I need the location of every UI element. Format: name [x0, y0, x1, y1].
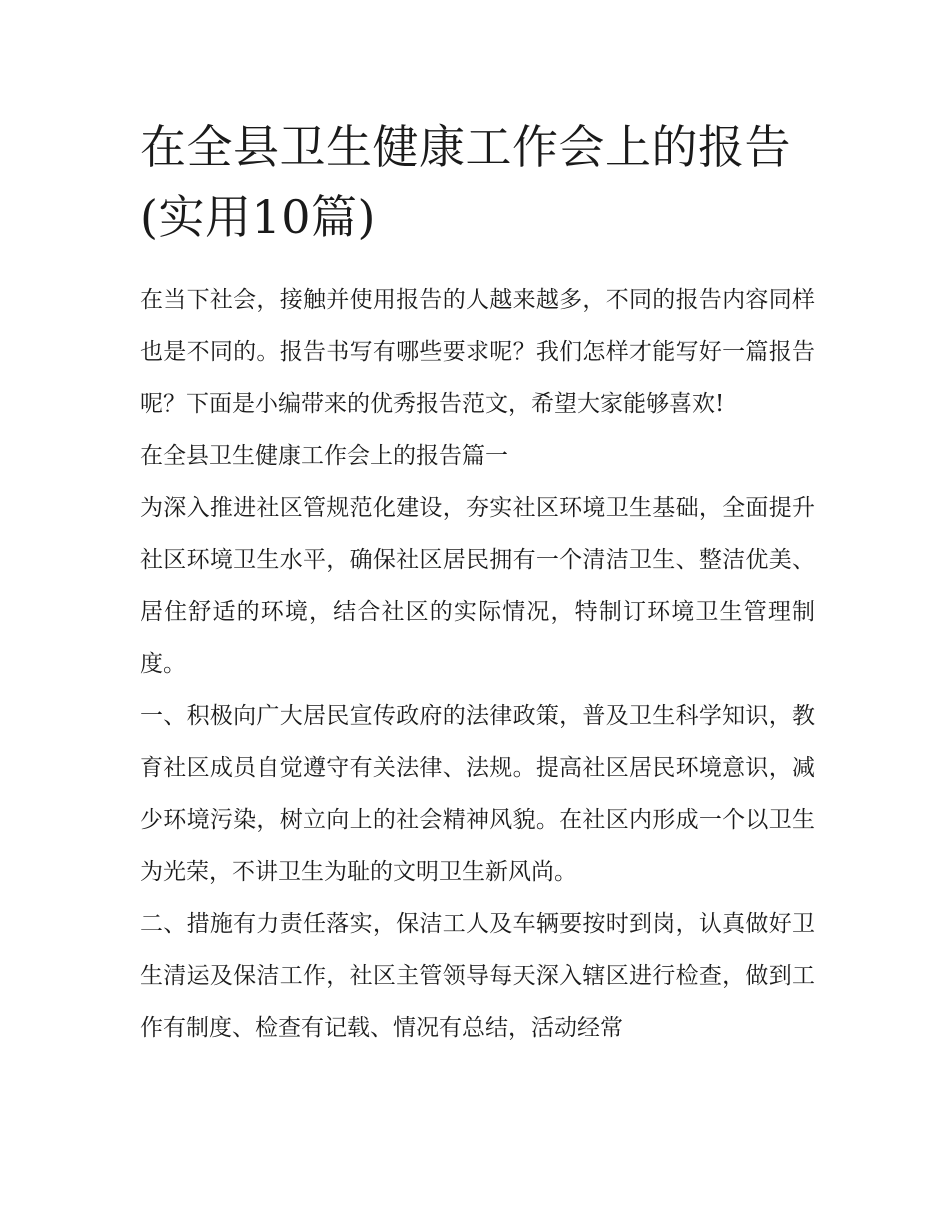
- body-paragraph: 为深入推进社区管规范化建设，夯实社区环境卫生基础，全面提升社区环境卫生水平，确保社区居民拥有一个清洁卫生、整洁优美、居住舒适的环境，结合社区的实际情况，特制订环境卫生管理制度。: [140, 495, 815, 677]
- section-heading: 在全县卫生健康工作会上的报告篇一: [140, 443, 508, 469]
- body-paragraph: 一、积极向广大居民宣传政府的法律政策，普及卫生科学知识，教育社区成员自觉遵守有关法律、法规。提高社区居民环境意识，减少环境污染，树立向上的社会精神风貌。在社区内形成一个以卫生为光荣，不讲卫生为耻的文明卫生新风尚。: [140, 703, 815, 885]
- document-title: 在全县卫生健康工作会上的报告(实用10篇): [140, 120, 791, 244]
- intro-paragraph: 在当下社会，接触并使用报告的人越来越多，不同的报告内容同样也是不同的。报告书写有哪些要求呢？我们怎样才能写好一篇报告呢？下面是小编带来的优秀报告范文，希望大家能够喜欢!: [140, 287, 815, 417]
- body-paragraph: 二、措施有力责任落实，保洁工人及车辆要按时到岗，认真做好卫生清运及保洁工作，社区主管领导每天深入辖区进行检查，做到工作有制度、检查有记载、情况有总结，活动经常: [140, 911, 815, 1041]
- document-body: [140, 274, 815, 1054]
